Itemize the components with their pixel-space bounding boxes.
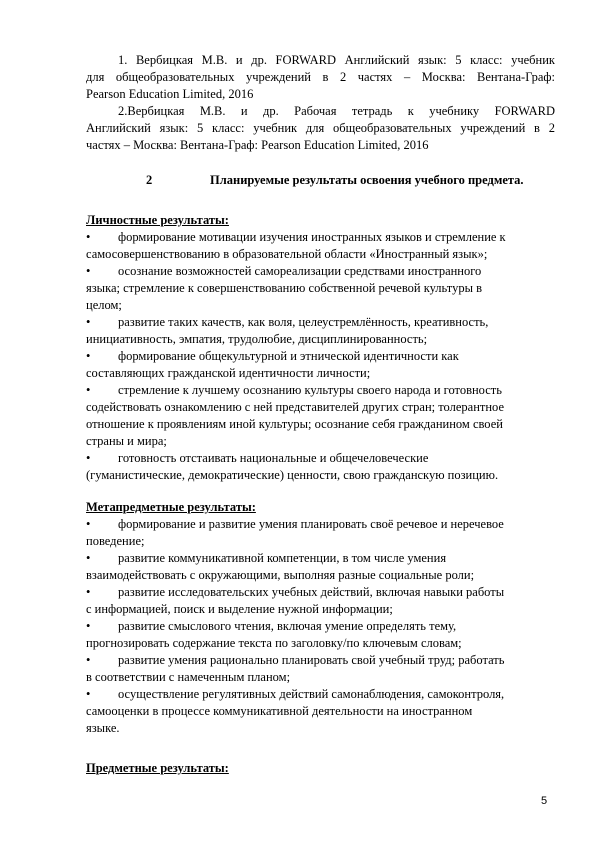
list-item [86,263,555,314]
list-item-text: в соответствии с намеченным планом; [86,670,291,684]
reference-line: Английский язык: 5 класс: учебник для общеобразовательных учреждений в 2 [86,121,555,135]
section-title-text: Планируемые результаты освоения учебного предмета. [210,173,524,187]
reference-2 [86,103,555,154]
bullet-icon: • [86,585,91,599]
bullet-icon: • [86,551,91,565]
list-item-text: готовность отстаивать национальные и общечеловеческие [118,451,429,465]
personal-results-list [86,229,555,484]
reference-line: 1. Вербицкая М.В. и др. FORWARD Английский язык: 5 класс: учебник [118,53,555,67]
list-item [86,686,555,737]
list-item-text: языка; стремление к совершенствованию собственной речевой культуры в [86,281,482,295]
list-item-text: развитие исследовательских учебных действий, включая навыки работы [118,585,505,599]
page-number: 5 [541,795,548,807]
list-item-text: прогнозировать содержание текста по заголовку/по ключевым словам; [86,636,462,650]
list-item [86,652,555,686]
list-item-text: формирование мотивации изучения иностранных языков и стремление к [118,230,506,244]
list-item-text: поведение; [86,534,145,548]
bullet-icon: • [86,349,91,363]
personal-results-heading: Личностные результаты: [86,213,229,227]
reference-line: 2.Вербицкая М.В. и др. Рабочая тетрадь к учебнику FORWARD [118,104,555,118]
metasubject-results-heading: Метапредметные результаты: [86,500,256,514]
bullet-icon: • [86,687,91,701]
list-item-text: составляющих гражданской идентичности личности; [86,366,371,380]
reference-line: частях – Москва: Вентана-Граф: Pearson Education Limited, 2016 [86,138,429,152]
metasubject-results [86,499,555,737]
list-item-text: развитие коммуникативной компетенции, в том числе умения [118,551,447,565]
reference-line: Pearson Education Limited, 2016 [86,87,254,101]
bullet-icon: • [86,517,91,531]
list-item-text: содействовать ознакомлению с ней представителей других стран; толерантное [86,400,504,414]
section-number: 2 [146,173,153,187]
subject-results-heading: Предметные результаты: [86,761,229,775]
list-item-text: страны и мира; [86,434,167,448]
list-item-text: отношение к проявлениям иной культуры; осознание себя гражданином своей [86,417,503,431]
list-item-text: инициативность, эмпатия, трудолюбие, дисциплинированность; [86,332,428,346]
list-item-text: осуществление регулятивных действий самонаблюдения, самоконтроля, [118,687,505,701]
bullet-icon: • [86,230,91,244]
list-item-text: развитие умения рационально планировать свой учебный труд; работать [118,653,505,667]
list-item [86,450,555,484]
list-item-text: самооценки в процессе коммуникативной деятельности на иностранном [86,704,473,718]
list-item-text: взаимодействовать с окружающими, выполняя разные социальные роли; [86,568,475,582]
list-item-text: с информацией, поиск и выделение нужной информации; [86,602,393,616]
reference-1 [86,52,555,103]
list-item-text: формирование и развитие умения планировать своё речевое и неречевое [118,517,504,531]
list-item [86,516,555,550]
list-item [86,584,555,618]
list-item-text: языке. [86,721,120,735]
list-item [86,314,555,348]
bullet-icon: • [86,619,91,633]
list-item-text: стремление к лучшему осознанию культуры своего народа и готовность [118,383,502,397]
subject-results [86,760,555,777]
bullet-icon: • [86,383,91,397]
list-item [86,348,555,382]
list-item-text: целом; [86,298,122,312]
bullet-icon: • [86,264,91,278]
list-item [86,550,555,584]
list-item-text: самосовершенствованию в образовательной области «Иностранный язык»; [86,247,488,261]
bullet-icon: • [86,653,91,667]
list-item-text: развитие смыслового чтения, включая умение определять тему, [118,619,457,633]
list-item-text: развитие таких качеств, как воля, целеустремлённость, креативность, [118,315,489,329]
list-item-text: осознание возможностей самореализации средствами иностранного [118,264,482,278]
reference-line: для общеобразовательных учреждений в 2 частях – Москва: Вентана-Граф: [86,70,555,84]
bullet-icon: • [86,315,91,329]
personal-results [86,212,555,484]
list-item [86,382,555,450]
metasubject-results-list [86,516,555,737]
list-item [86,229,555,263]
bullet-icon: • [86,451,91,465]
list-item [86,618,555,652]
list-item-text: формирование общекультурной и этнической идентичности как [118,349,459,363]
list-item-text: (гуманистические, демократические) ценности, свою гражданскую позицию. [86,468,499,482]
